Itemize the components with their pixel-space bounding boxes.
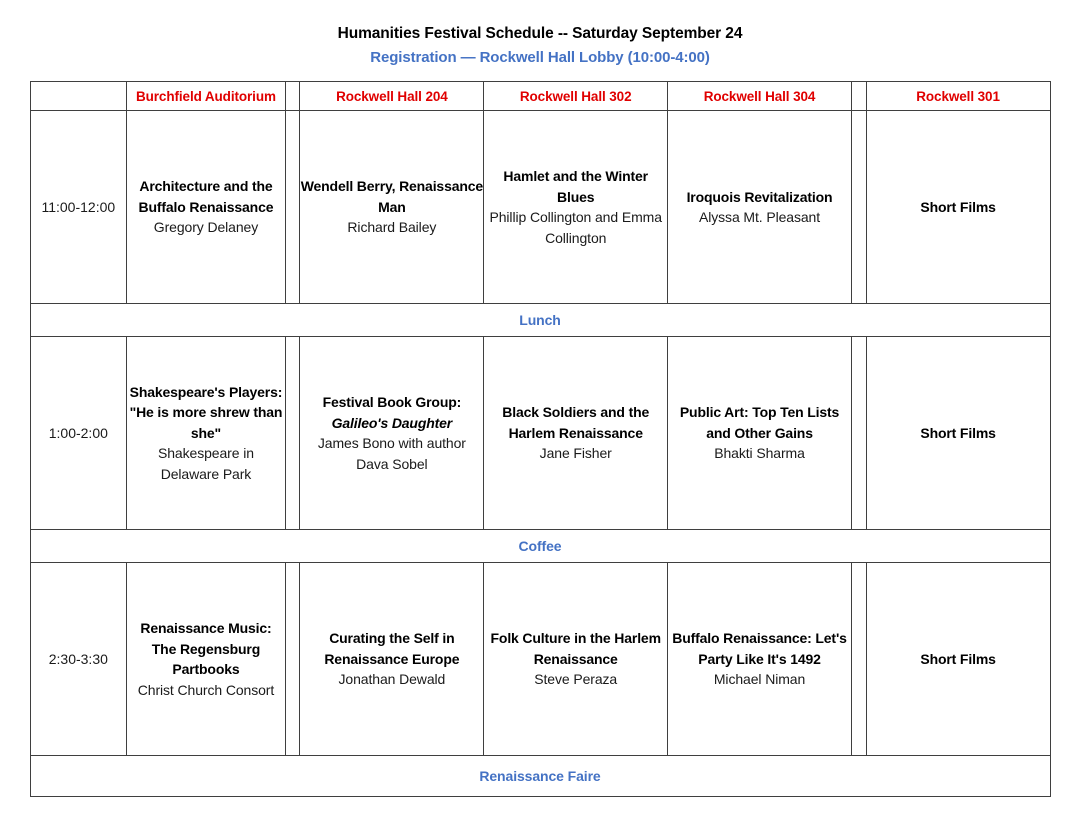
session-presenter: James Bono with author Dava Sobel bbox=[317, 435, 466, 472]
session-cell bbox=[127, 111, 286, 304]
page-title: Humanities Festival Schedule -- Saturday September 24 bbox=[337, 25, 743, 42]
spacer-column bbox=[285, 337, 300, 530]
session-presenter: Jane Fisher bbox=[539, 445, 612, 462]
room-header-2: Rockwell Hall 204 bbox=[300, 82, 484, 111]
session-cell bbox=[866, 111, 1050, 304]
schedule-table-wrapper bbox=[30, 81, 1051, 797]
session-cell bbox=[866, 337, 1050, 530]
session-presenter: Richard Bailey bbox=[347, 219, 437, 236]
session-row bbox=[30, 111, 1050, 304]
session-cell bbox=[866, 563, 1050, 756]
session-title: Folk Culture in the Harlem Renaissance bbox=[490, 630, 661, 667]
session-cell bbox=[668, 337, 852, 530]
time-column-header bbox=[30, 82, 127, 111]
session-cell bbox=[484, 563, 668, 756]
session-title: Short Films bbox=[920, 650, 996, 667]
spacer-column bbox=[851, 82, 866, 111]
session-presenter: Gregory Delaney bbox=[153, 219, 259, 236]
session-cell bbox=[127, 563, 286, 756]
table-header-row bbox=[30, 82, 1050, 111]
room-header-3: Rockwell Hall 302 bbox=[484, 82, 668, 111]
spacer-column bbox=[851, 563, 866, 756]
session-cell bbox=[127, 337, 286, 530]
break-row-5 bbox=[30, 756, 1050, 797]
session-title: Short Films bbox=[920, 198, 996, 215]
session-presenter: Christ Church Consort bbox=[137, 681, 275, 698]
title-block bbox=[0, 0, 1080, 68]
session-cell bbox=[300, 337, 484, 530]
session-title: Wendell Berry, Renaissance Man bbox=[300, 178, 484, 215]
session-title: Shakespeare's Players: "He is more shrew than she" bbox=[129, 384, 283, 441]
session-cell bbox=[300, 563, 484, 756]
session-row bbox=[30, 337, 1050, 530]
session-title: Short Films bbox=[920, 424, 996, 441]
session-row bbox=[30, 563, 1050, 756]
spacer-column bbox=[285, 82, 300, 111]
session-presenter: Bhakti Sharma bbox=[714, 445, 805, 462]
session-title: Hamlet and the Winter Blues bbox=[503, 168, 648, 205]
spacer-column bbox=[285, 111, 300, 304]
session-title: Architecture and the Buffalo Renaissance bbox=[138, 178, 274, 215]
session-title: Public Art: Top Ten Lists and Other Gains bbox=[679, 404, 840, 441]
spacer-column bbox=[851, 337, 866, 530]
break-label: Renaissance Faire bbox=[30, 756, 1050, 797]
time-slot-label: 2:30-3:30 bbox=[30, 563, 127, 756]
session-cell bbox=[484, 337, 668, 530]
session-cell bbox=[668, 563, 852, 756]
time-slot-label: 1:00-2:00 bbox=[30, 337, 127, 530]
spacer-column bbox=[851, 111, 866, 304]
session-title: Buffalo Renaissance: Let's Party Like It's 1492 bbox=[672, 630, 847, 667]
registration-subtitle: Registration — Rockwell Hall Lobby (10:00-4:00) bbox=[370, 49, 710, 67]
session-presenter: Jonathan Dewald bbox=[338, 671, 446, 688]
session-cell bbox=[484, 111, 668, 304]
room-header-1: Burchfield Auditorium bbox=[127, 82, 286, 111]
break-row-1 bbox=[30, 304, 1050, 337]
schedule-table bbox=[30, 81, 1051, 797]
session-presenter: Steve Peraza bbox=[534, 671, 618, 688]
session-presenter: Michael Niman bbox=[713, 671, 806, 688]
room-header-5: Rockwell 301 bbox=[866, 82, 1050, 111]
session-title: Curating the Self in Renaissance Europe bbox=[324, 630, 460, 667]
session-presenter: Phillip Collington and Emma Collington bbox=[489, 209, 662, 246]
session-cell bbox=[300, 111, 484, 304]
session-title: Festival Book Group: bbox=[322, 394, 462, 411]
room-header-4: Rockwell Hall 304 bbox=[668, 82, 852, 111]
break-row-3 bbox=[30, 530, 1050, 563]
break-label: Lunch bbox=[30, 304, 1050, 337]
session-title: Renaissance Music: The Regensburg Partbooks bbox=[140, 620, 272, 678]
session-presenter: Alyssa Mt. Pleasant bbox=[699, 209, 821, 226]
session-title-italic-text: Galileo's Daughter bbox=[331, 414, 453, 431]
time-slot-label: 11:00-12:00 bbox=[30, 111, 127, 304]
session-title-italic bbox=[300, 413, 483, 433]
session-cell bbox=[668, 111, 852, 304]
break-label: Coffee bbox=[30, 530, 1050, 563]
session-title: Black Soldiers and the Harlem Renaissance bbox=[502, 404, 650, 441]
session-presenter: Shakespeare in Delaware Park bbox=[158, 445, 254, 482]
spacer-column bbox=[285, 563, 300, 756]
session-title: Iroquois Revitalization bbox=[686, 188, 833, 205]
